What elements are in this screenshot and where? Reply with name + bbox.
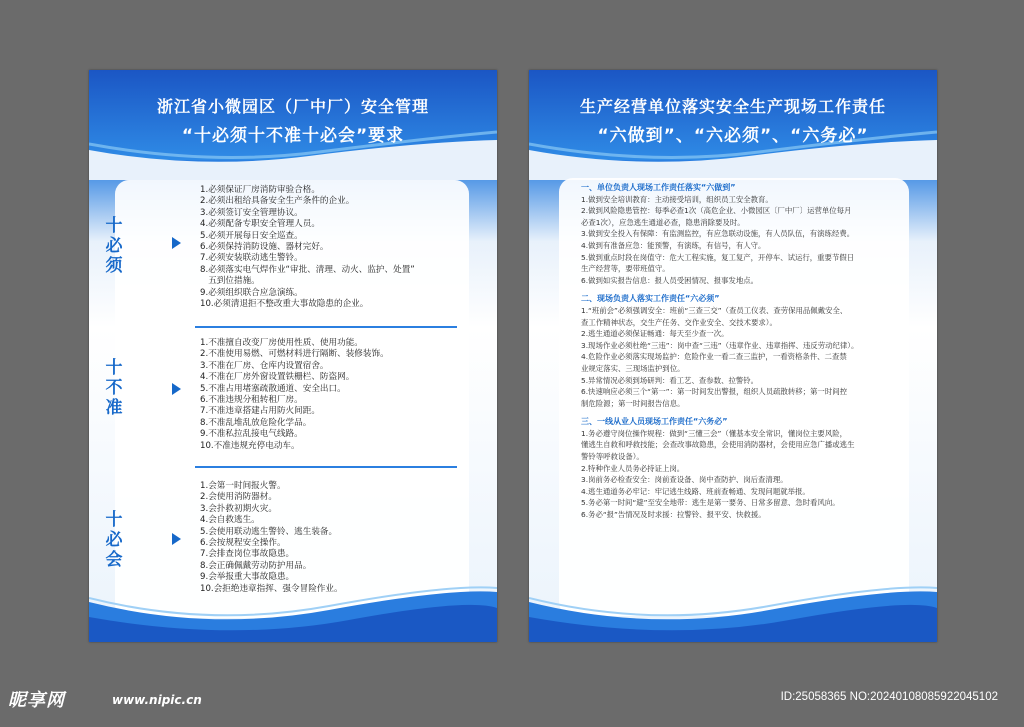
list-item: 4.会自救逃生。 <box>200 515 260 526</box>
image-id-text: ID:25058365 NO:20240108085922045102 <box>780 691 998 703</box>
text-line: 6.做到如实报告信息：报人员受困情况、报事发地点。 <box>581 275 759 285</box>
list-item: 10.会拒绝违章指挥、强令冒险作业。 <box>200 583 343 594</box>
list-item: 6.不准违规分租转租厂房。 <box>200 395 303 406</box>
section-label-text: 十必须 <box>105 216 123 276</box>
buzhun-list <box>200 338 460 452</box>
section-label-buzhun <box>99 358 129 418</box>
text-line: 必查1次），应急逃生通道必查，隐患消除要及时。 <box>581 217 745 227</box>
list-item: 8.不准乱堆乱放危险化学品。 <box>200 417 312 428</box>
text-line: 4.逃生通道务必牢记：牢记逃生线路、班前查畅通、发现问题就举报。 <box>581 486 810 496</box>
list-item: 2.不准使用易燃、可燃材料进行隔断、装修装饰。 <box>200 349 389 360</box>
text-line: 4.危险作业必须落实现场监护：危险作业一看二查三监护，一看资格条件、二查禁 <box>581 352 847 362</box>
text-line: 制危险源；第一时间报告信息。 <box>581 398 685 408</box>
left-footer-wave <box>89 562 497 642</box>
text-line: 5.异常情况必须到场研判：看工艺、查参数、拉警铃。 <box>581 375 759 385</box>
arrow-icon <box>172 237 181 249</box>
text-line: 4.做到有准备应急：能预警，有演练，有信号，有人守。 <box>581 240 766 250</box>
section-heading: 三、一线从业人员现场工作责任“六务必” <box>581 417 728 427</box>
text-line: 1.做到安全培训教育：主动接受培训，组织员工安全教育。 <box>581 194 773 204</box>
list-item: 5.必须开展每日安全巡查。 <box>200 230 303 241</box>
arrow-icon <box>172 383 181 395</box>
list-item: 7.必须安装联动逃生警铃。 <box>200 253 303 264</box>
watermark-site: www.nipic.cn <box>112 693 202 707</box>
list-item: 1.不准擅自改变厂房使用性质、使用功能。 <box>200 338 363 348</box>
list-item: 7.会排查岗位事故隐患。 <box>200 549 295 560</box>
text-line: 5.做到重点时段在岗值守：危大工程实施，复工复产，开停车、试运行，重要节假日 <box>581 252 855 262</box>
section-label-text: 十必会 <box>105 510 123 570</box>
text-line: 懂逃生自救和呼救技能；会查改事故隐患，会使用消防器材，会使用应急广播或逃生 <box>581 440 855 450</box>
text-line: 5.务必第一时间“避”至安全地带：逃生是第一要务、日常多留意、急时看风向。 <box>581 498 840 508</box>
text-line: 2.做到风险隐患管控：每季必查1次（高危企业、小微园区〔厂中厂〕运营单位每月 <box>581 206 852 216</box>
list-item: 9.不准私拉乱接电气线路。 <box>200 429 303 440</box>
list-item: 4.必须配备专职安全管理人员。 <box>200 219 320 230</box>
left-title-line1: 浙江省小微园区（厂中厂）安全管理 <box>156 97 429 116</box>
list-item: 9.必须组织联合应急演练。 <box>200 287 303 298</box>
right-title-line1: 生产经营单位落实安全生产现场工作责任 <box>579 97 886 116</box>
list-item: 1.必须保证厂房消防审验合格。 <box>200 185 320 195</box>
list-item: 8.会正确佩戴劳动防护用品。 <box>200 560 312 571</box>
left-poster <box>89 70 497 642</box>
text-line: 2.逃生通道必须保证畅通：每天至少查一次。 <box>581 329 729 339</box>
list-item: 3.不准在厂房、仓库内设置宿舍。 <box>200 360 329 371</box>
section-label-bixu <box>99 216 129 276</box>
section-label-text: 十不准 <box>105 358 123 418</box>
list-item: 5.不准占用堵塞疏散通道、安全出口。 <box>200 383 346 394</box>
text-line: 警铃等呼救设备）。 <box>581 452 644 462</box>
list-item: 9.会举报重大事故隐患。 <box>200 572 295 583</box>
list-item: 2.会使用消防器材。 <box>200 492 277 503</box>
text-line: 生产经营等，要带班值守。 <box>581 264 670 274</box>
section-heading: 二、现场负责人落实工作责任“六必须” <box>581 294 720 304</box>
list-item: 五到位措施。 <box>200 276 260 287</box>
text-line: 6.务必“报”告情况及时求援：拉警铃、报平安、快救援。 <box>581 510 766 520</box>
right-footer-wave <box>529 562 937 642</box>
text-line: 3.做到安全投入有保障：有监测监控，有应急联动设施，有人员队伍，有演练经费。 <box>581 229 855 239</box>
arrow-icon <box>172 533 181 545</box>
right-poster <box>529 70 937 642</box>
text-line: 查工作精神状态，交生产任务、交作业安全、交技术要求）。 <box>581 317 777 327</box>
list-item: 8.必须落实电气焊作业“审批、清理、动火、监护、处置” <box>200 264 415 275</box>
list-item: 1.会第一时间报火警。 <box>200 481 286 491</box>
bixu-list <box>200 185 460 310</box>
list-item: 6.必须保持消防设施、器材完好。 <box>200 242 329 253</box>
right-content <box>581 182 887 521</box>
text-line: 3.岗前务必检查安全：岗前查设备、岗中查防护、岗后查清理。 <box>581 475 788 485</box>
text-line: 1.“班前会”必须强调安全：班前“三查三交”（查员工仪表、查劳保用品佩戴安全、 <box>581 305 848 315</box>
text-line: 1.务必遵守岗位操作规程：做到“三懂三会”（懂基本安全常识，懂岗位主要风险， <box>581 428 847 438</box>
section-divider <box>195 326 457 328</box>
list-item: 6.会按规程安全操作。 <box>200 538 286 549</box>
section-divider <box>195 466 457 468</box>
watermark-logo: 昵享网 <box>8 690 65 711</box>
text-line: 2.特种作业人员务必持证上岗。 <box>581 463 685 473</box>
left-title-line2: “十必须十不准十必会”要求 <box>181 126 405 146</box>
list-item: 10.不准违规充停电动车。 <box>200 440 300 451</box>
list-item: 7.不准违章搭建占用防火间距。 <box>200 406 320 417</box>
list-item: 3.必须签订安全管理协议。 <box>200 207 303 218</box>
list-item: 5.会使用联动逃生警铃、逃生装备。 <box>200 526 338 537</box>
list-item: 10.必须清退拒不整改重大事故隐患的企业。 <box>200 299 369 310</box>
list-item: 2.必须出租给具备安全生产条件的企业。 <box>200 196 355 207</box>
text-line: 6.快速响应必须三个“第一”：第一时间发出警报，组织人员疏散转移；第一时间控 <box>581 387 847 397</box>
section-heading: 一、单位负责人现场工作责任落实“六做到” <box>581 183 736 192</box>
right-title-line2: “六做到”、“六必须”、“六务必” <box>597 126 869 146</box>
text-line: 业规定落实、三现场监护到位。 <box>581 363 685 373</box>
list-item: 4.不准在厂房外窗设置铁栅栏、防盗网。 <box>200 372 355 383</box>
list-item: 3.会扑救初期火灾。 <box>200 503 277 514</box>
text-line: 3.现场作业必须杜绝“三违”：岗中查“三违”（违章作业、违章指挥、违反劳动纪律）。 <box>581 340 859 350</box>
section-label-bihui <box>99 510 129 570</box>
